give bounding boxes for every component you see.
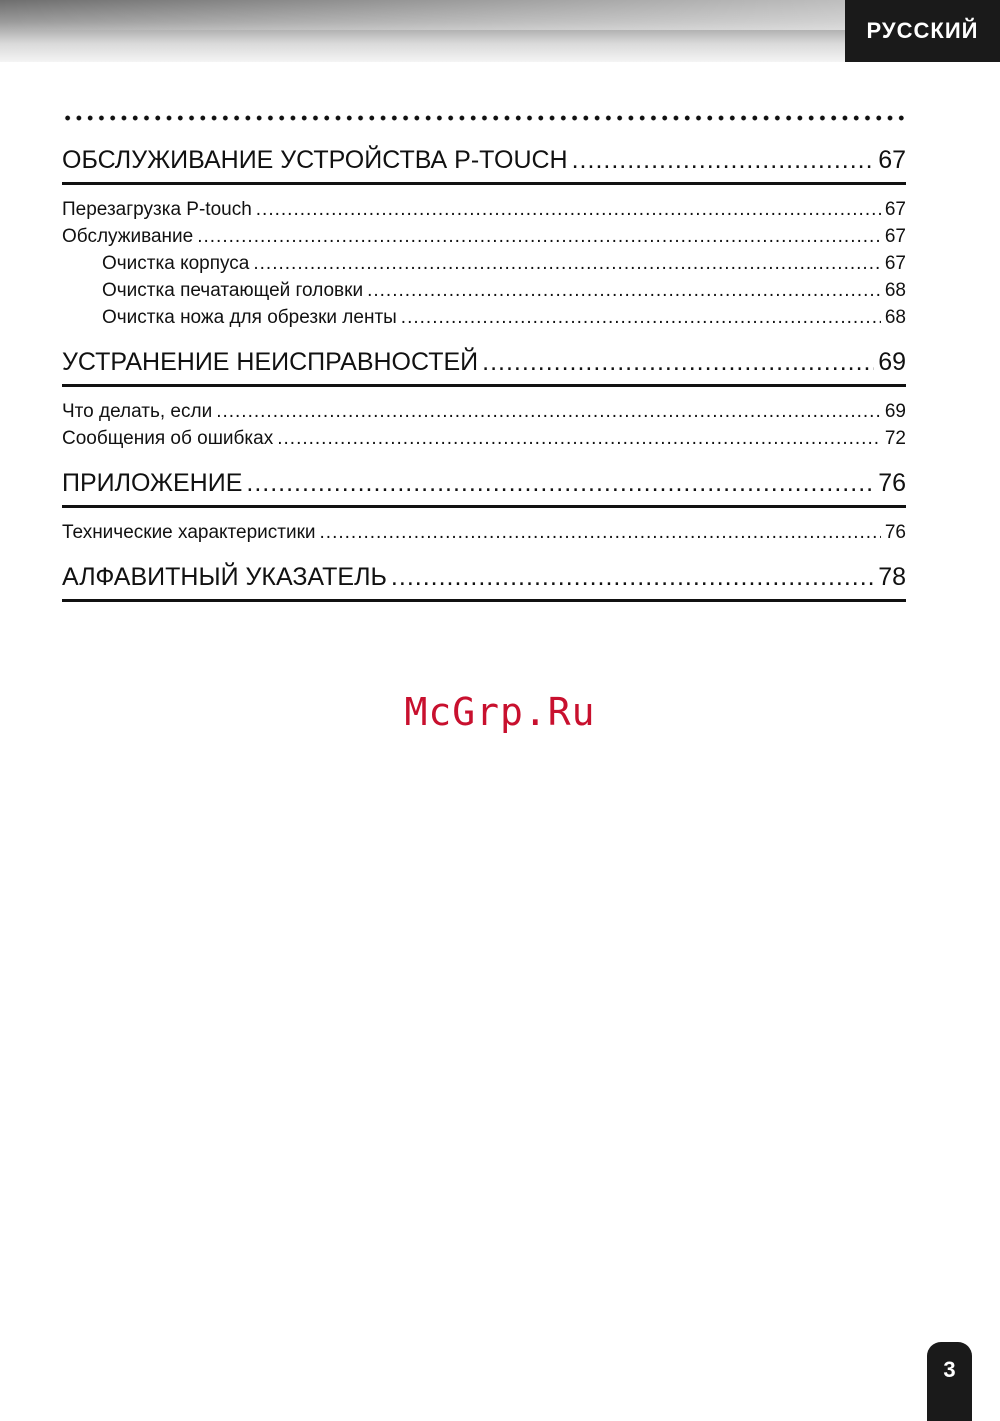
language-tab: РУССКИЙ (845, 0, 1000, 62)
section-gap (62, 455, 906, 469)
dot-leader (482, 348, 874, 377)
toc-title: Сообщения об ошибках (62, 428, 274, 449)
dot-leader (401, 307, 881, 329)
toc-entry[interactable] (62, 428, 906, 455)
dot-leader (367, 280, 881, 302)
toc-title: Технические характеристики (62, 522, 316, 543)
toc-title: ПРИЛОЖЕНИЕ (62, 469, 243, 497)
toc-page-number: 67 (878, 146, 906, 174)
watermark: McGrp.Ru (404, 690, 596, 734)
toc-page-number: 69 (884, 401, 906, 422)
toc-title: Очистка печатающей головки (102, 280, 364, 301)
toc-entry[interactable] (62, 401, 906, 428)
dot-leader (253, 253, 880, 275)
dot-leader (256, 199, 881, 221)
header-gradient-band (0, 0, 845, 62)
table-of-contents (62, 146, 906, 616)
toc-subentry[interactable] (62, 307, 906, 334)
toc-page-number: 67 (884, 226, 906, 247)
dot-leader (572, 146, 875, 175)
toc-page-number: 76 (884, 522, 906, 543)
toc-page-number: 69 (878, 348, 906, 376)
toc-entry[interactable] (62, 199, 906, 226)
toc-title: Что делать, если (62, 401, 213, 422)
dot-leader (320, 522, 881, 544)
toc-chapter[interactable] (62, 469, 906, 508)
toc-page-number: 67 (884, 199, 906, 220)
toc-page-number: 78 (878, 563, 906, 591)
dot-leader (277, 428, 881, 450)
toc-title: Очистка корпуса (102, 253, 250, 274)
toc-entry[interactable] (62, 522, 906, 549)
toc-page-number: 72 (884, 428, 906, 449)
section-gap (62, 334, 906, 348)
toc-entry[interactable] (62, 226, 906, 253)
dotted-divider (62, 114, 908, 122)
toc-page-number: 68 (884, 307, 906, 328)
toc-chapter[interactable] (62, 146, 906, 185)
toc-title: ОБСЛУЖИВАНИЕ УСТРОЙСТВА P-TOUCH (62, 146, 568, 174)
toc-title: Очистка ножа для обрезки ленты (102, 307, 397, 328)
toc-subentry[interactable] (62, 253, 906, 280)
dot-leader (391, 563, 874, 592)
toc-page-number: 68 (884, 280, 906, 301)
section-gap (62, 549, 906, 563)
toc-title: АЛФАВИТНЫЙ УКАЗАТЕЛЬ (62, 563, 387, 591)
toc-subentry[interactable] (62, 280, 906, 307)
toc-chapter[interactable] (62, 563, 906, 602)
toc-chapter[interactable] (62, 348, 906, 387)
toc-title: Обслуживание (62, 226, 194, 247)
dot-leader (197, 226, 881, 248)
dot-leader (246, 469, 874, 498)
toc-page-number: 67 (884, 253, 906, 274)
toc-title: Перезагрузка P-touch (62, 199, 252, 220)
dot-leader (216, 401, 881, 423)
toc-title: УСТРАНЕНИЕ НЕИСПРАВНОСТЕЙ (62, 348, 479, 376)
page-number-tab: 3 (927, 1342, 972, 1421)
toc-page-number: 76 (878, 469, 906, 497)
